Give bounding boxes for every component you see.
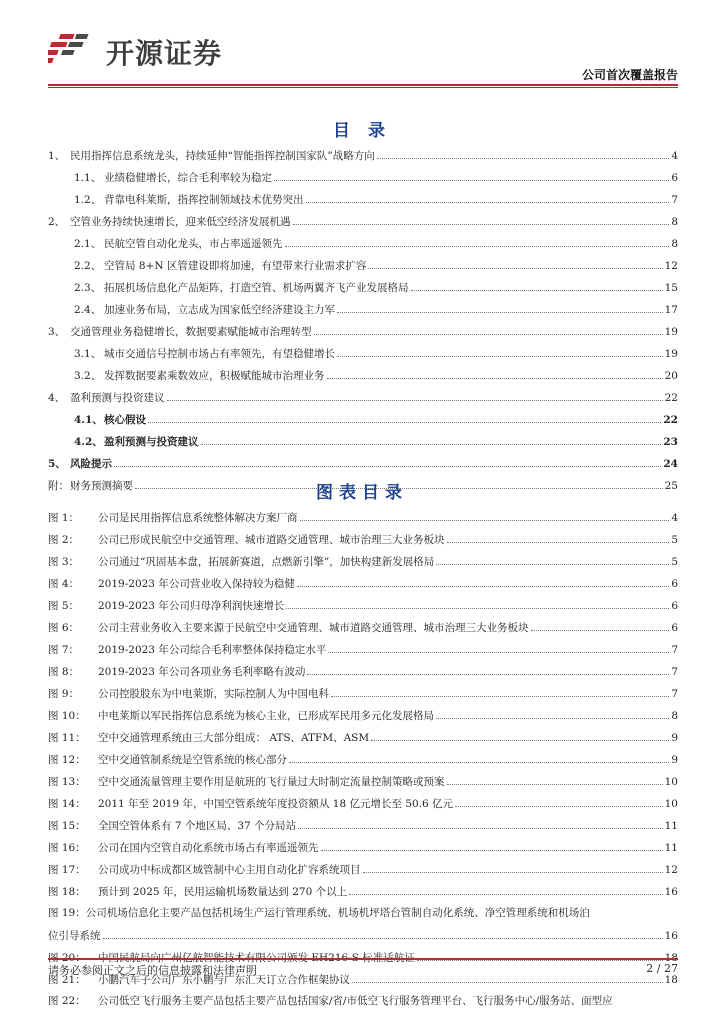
figure-entry-number: 图 1： [48, 512, 80, 524]
dot-leader [371, 726, 669, 741]
figure-entry-title: 公司在国内空管自动化系统市场占有率遥遥领先 [98, 842, 319, 854]
figure-entry-page: 18 [664, 974, 678, 986]
figure-entry-number: 图 8： [48, 666, 80, 678]
figure-entry-title: 2019-2023 年公司各项业务毛利率略有波动 [98, 666, 306, 678]
figure-entry-title: 预计到 2025 年，民用运输机场数量达到 270 个以上 [98, 886, 348, 898]
dot-leader [321, 836, 663, 851]
figure-entry-title: 中电莱斯以军民指挥信息系统为核心主业，已形成军民用多元化发展格局 [98, 710, 434, 722]
figure-entry-page: 16 [664, 886, 678, 898]
figure-entry-title: 公司主营业务收入主要来源于民航空中交通管理、城市道路交通管理、城市治理三大业务板块 [98, 622, 529, 634]
toc-entry-title: 城市交通信号控制市场占有率领先，有望稳健增长 [104, 348, 335, 360]
toc-entry-number: 5、 [48, 458, 66, 470]
dot-leader [447, 528, 670, 543]
toc-entry[interactable] [48, 276, 678, 298]
toc-entry-title: 核心假设 [104, 414, 146, 426]
toc-entry-number: 附： [48, 480, 69, 492]
toc-entry-number: 2.1、 [74, 238, 102, 250]
toc-entry-number: 4.1、 [74, 414, 103, 426]
figure-entry-title: 2019-2023 年公司综合毛利率整体保持稳定水平 [98, 644, 327, 656]
dot-leader [289, 748, 669, 763]
dot-leader [307, 660, 669, 675]
figure-entry-title: 公司控股股东为中电莱斯，实际控制人为中国电科 [98, 688, 329, 700]
toc-entry[interactable] [48, 188, 678, 210]
dot-leader [363, 858, 663, 873]
figure-entry-number: 图 19： [48, 907, 86, 919]
figure-entry-page: 10 [664, 776, 678, 788]
dot-leader [293, 210, 670, 225]
figure-entry-number: 图 20： [48, 952, 86, 964]
toc-entry-page: 20 [664, 370, 678, 382]
header-rule [48, 84, 678, 86]
toc-entry[interactable] [48, 364, 678, 386]
toc-entry-title: 空管局 8+N 区管建设即将加速，有望带来行业需求扩容 [104, 260, 367, 272]
figure-entry-title: 空中交通流量管理主要作用是航班的飞行量过大时制定流量控制策略或预案 [98, 776, 445, 788]
toc-entry-number: 2、 [48, 216, 66, 228]
figure-entry-number: 图 7： [48, 644, 80, 656]
figure-entry-number: 图 4： [48, 578, 80, 590]
toc-entry[interactable] [48, 320, 678, 342]
dot-leader [201, 430, 662, 445]
toc-entry-page: 15 [664, 282, 678, 294]
toc-entry-title: 交通管理业务稳健增长，数据要素赋能城市治理转型 [70, 326, 312, 338]
dot-leader [447, 770, 663, 785]
figure-entry-number: 图 22： [48, 995, 86, 1007]
figure-entry-title: 2019-2023 年公司归母净利润快速增长 [98, 600, 285, 612]
figure-entry-page: 7 [671, 644, 678, 656]
toc-entry-page: 6 [671, 172, 678, 184]
toc-entry-page: 8 [671, 216, 678, 228]
toc-entry-title: 盈利预测与投资建议 [70, 392, 165, 404]
figure-entry-number: 图 21： [48, 974, 86, 986]
toc-entry-number: 1、 [48, 150, 66, 162]
toc-entry-number: 3.1、 [74, 348, 102, 360]
figure-entry-page: 11 [664, 820, 678, 832]
toc-entry-number: 1.1、 [74, 172, 102, 184]
toc-entry-page: 23 [663, 436, 678, 448]
table-of-contents [48, 144, 678, 496]
footer-rule [48, 958, 678, 960]
figure-entry-title: 空中交通管制系统是空管系统的核心部分 [98, 754, 287, 766]
figure-entry-page: 6 [671, 622, 678, 634]
figure-entry[interactable] [48, 770, 678, 792]
toc-entry-number: 2.3、 [74, 282, 102, 294]
toc-entry[interactable] [48, 254, 678, 276]
toc-entry-title: 盈利预测与投资建议 [104, 436, 199, 448]
toc-entry-page: 22 [664, 392, 678, 404]
figure-entry[interactable] [48, 704, 678, 726]
figure-entry-title: 公司已形成民航空中交通管理、城市道路交通管理、城市治理三大业务板块 [98, 534, 445, 546]
toc-entry-title: 背靠电科莱斯，指挥控制领域技术优势突出 [104, 194, 304, 206]
dot-leader [298, 814, 663, 829]
dot-leader [337, 298, 663, 313]
figure-entry-number: 图 3： [48, 556, 80, 568]
toc-entry[interactable] [48, 232, 678, 254]
figure-entry-page: 6 [671, 578, 678, 590]
toc-entry[interactable] [48, 210, 678, 232]
figure-entry-number: 图 10： [48, 710, 86, 722]
brand-logo-text: 开源证券 [106, 37, 223, 70]
dot-leader [103, 924, 663, 939]
figure-entry-number: 图 11： [48, 732, 86, 744]
figure-entry-number: 图 15： [48, 820, 86, 832]
dot-leader [148, 408, 661, 423]
figure-entry[interactable] [48, 616, 678, 638]
dot-leader [331, 682, 669, 697]
figure-entry[interactable] [48, 550, 678, 572]
figure-entry[interactable] [48, 726, 678, 748]
toc-entry-page: 24 [663, 458, 678, 470]
figure-entry-page: 7 [671, 666, 678, 678]
toc-entry-title: 拓展机场信息化产品矩阵，打造空管、机场两翼齐飞产业发展格局 [104, 282, 409, 294]
toc-entry-number: 3、 [48, 326, 66, 338]
figure-entry-number: 图 16： [48, 842, 86, 854]
figure-entry-number: 图 12： [48, 754, 86, 766]
figure-entry-number: 图 14： [48, 798, 86, 810]
dot-leader [327, 364, 663, 379]
toc-entry-page: 22 [663, 414, 678, 426]
figure-entry-number: 图 13： [48, 776, 86, 788]
kaiyuan-logo-icon [48, 30, 96, 70]
toc-entry-page: 19 [664, 348, 678, 360]
figure-entry[interactable] [48, 836, 678, 858]
figure-entry-number: 图 5： [48, 600, 80, 612]
figure-entry-title: 公司通过“巩固基本盘，拓展新赛道，点燃新引擎”，加快构建新发展格局 [98, 556, 435, 568]
figure-entry-title: 公司成功中标成都区域管制中心主用自动化扩容系统项目 [98, 864, 361, 876]
dot-leader [352, 968, 663, 983]
dot-leader [337, 342, 663, 357]
figure-entry-number: 图 2： [48, 534, 80, 546]
figure-entry-title: 小鹏汽车子公司广东小鹏与广东汇天订立合作框架协议 [98, 974, 350, 986]
toc-entry-page: 25 [664, 480, 678, 492]
figure-entry-page: 5 [671, 556, 678, 568]
toc-entry[interactable] [48, 144, 678, 166]
figure-entry-title: 2019-2023 年公司营业收入保持较为稳健 [98, 578, 295, 590]
toc-entry-number: 3.2、 [74, 370, 102, 382]
dot-leader [300, 506, 670, 521]
figure-entry-page: 8 [671, 710, 678, 722]
figure-entry-page: 7 [671, 688, 678, 700]
dot-leader [285, 232, 670, 247]
figure-entry-number: 图 9： [48, 688, 80, 700]
figure-entry-title: 公司机场信息化主要产品包括机场生产运行管理系统、机场机坪塔台管制自动化系统、净空管理系统和机场泊 [85, 907, 590, 919]
figure-entry-title: 公司低空飞行服务主要产品包括主要产品包括国家/省/市低空飞行服务管理平台、飞行服务中心/服务站、面型应 [98, 995, 613, 1007]
figure-entry[interactable] [48, 748, 678, 770]
toc-entry[interactable] [48, 408, 678, 430]
toc-entry-number: 2.4、 [74, 304, 102, 316]
toc-entry-page: 19 [664, 326, 678, 338]
figure-entry-page: 18 [664, 952, 678, 964]
figure-entry[interactable] [48, 814, 678, 836]
toc-entry-title: 空管业务持续快速增长，迎来低空经济发展机遇 [70, 216, 291, 228]
list-of-figures [48, 506, 678, 1012]
figure-entry-page: 12 [664, 864, 678, 876]
figure-entry-page: 6 [671, 600, 678, 612]
figure-entry-page: 16 [664, 930, 678, 942]
report-type: 公司首次覆盖报告 [581, 68, 678, 82]
toc-entry-title: 风险提示 [70, 458, 112, 470]
figure-entry-page: 11 [664, 842, 678, 854]
dot-leader [411, 276, 663, 291]
toc-entry-number: 4、 [48, 392, 66, 404]
dot-leader [349, 880, 663, 895]
figure-entry-page: 4 [671, 512, 678, 524]
toc-entry-page: 12 [664, 260, 678, 272]
figure-entry-number: 图 17： [48, 864, 86, 876]
dot-leader [436, 704, 669, 719]
dot-leader [328, 638, 669, 653]
figure-entry-page: 10 [664, 798, 678, 810]
toc-entry-number: 4.2、 [74, 436, 103, 448]
toc-entry-page: 8 [671, 238, 678, 250]
figure-entry-continuation[interactable] [48, 924, 678, 946]
toc-entry[interactable] [48, 342, 678, 364]
dot-leader [314, 320, 663, 335]
toc-entry-page: 17 [664, 304, 678, 316]
figure-entry-number: 图 6： [48, 622, 80, 634]
toc-entry-number: 1.2、 [74, 194, 102, 206]
dot-leader [274, 166, 669, 181]
toc-entry[interactable] [48, 430, 678, 452]
figure-entry[interactable] [48, 638, 678, 660]
dot-leader [286, 594, 669, 609]
page-header [48, 22, 678, 82]
figure-entry[interactable] [48, 572, 678, 594]
toc-entry-title: 发挥数据要素乘数效应，积极赋能城市治理业务 [104, 370, 325, 382]
figure-entry[interactable] [48, 594, 678, 616]
figure-entry-page: 9 [671, 732, 678, 744]
dot-leader [368, 254, 662, 269]
figure-entry-title: 空中交通管理系统由三大部分组成： ATS、ATFM、ASM [98, 732, 370, 744]
dot-leader [297, 572, 669, 587]
toc-entry[interactable] [48, 298, 678, 320]
toc-entry-number: 2.2、 [74, 260, 102, 272]
figure-entry-title-cont: 位引导系统 [48, 930, 101, 942]
figure-entry-title: 全国空管体系有 7 个地区局、37 个分局站 [98, 820, 297, 832]
figure-entry[interactable] [48, 858, 678, 880]
figure-entry[interactable] [48, 660, 678, 682]
figure-entry-page: 9 [671, 754, 678, 766]
figure-entry-title: 2011 年至 2019 年，中国空管系统年度投资额从 18 亿元增长至 50.6 亿元 [98, 798, 454, 810]
dot-leader [377, 144, 670, 159]
toc-entry-title: 业绩稳健增长，综合毛利率较为稳定 [104, 172, 272, 184]
figure-entry-title: 公司是民用指挥信息系统整体解决方案厂商 [98, 512, 298, 524]
dot-leader [167, 386, 663, 401]
footer-disclaimer: 请务必参阅正文之后的信息披露和法律声明 [48, 964, 257, 977]
toc-entry-title: 加速业务布局，立志成为国家低空经济建设主力军 [104, 304, 335, 316]
figure-entry[interactable] [48, 506, 678, 528]
dot-leader [436, 550, 669, 565]
toc-title: 目 录 [333, 121, 391, 141]
dot-leader [455, 792, 663, 807]
toc-entry[interactable] [48, 166, 678, 188]
figure-entry-number: 图 18： [48, 886, 86, 898]
figure-entry[interactable] [48, 880, 678, 902]
toc-entry[interactable] [48, 386, 678, 408]
figure-entry[interactable] [48, 528, 678, 550]
figure-entry[interactable] [48, 990, 678, 1012]
toc-entry-title: 财务预测摘要 [70, 480, 133, 492]
figures-title: 图表目录 [316, 483, 408, 503]
toc-entry-title: 民航空管自动化龙头，市占率遥遥领先 [104, 238, 283, 250]
dot-leader [114, 452, 661, 467]
dot-leader [306, 188, 670, 203]
dot-leader [531, 616, 670, 631]
figure-entry[interactable] [48, 902, 678, 924]
figure-entry[interactable] [48, 682, 678, 704]
toc-entry-title: 民用指挥信息系统龙头，持续延伸“智能指挥控制国家队”战略方向 [70, 150, 375, 162]
figure-entry[interactable] [48, 792, 678, 814]
header-rule-thin [48, 87, 678, 88]
page-number: 2 / 27 [646, 962, 678, 975]
toc-entry-page: 4 [671, 150, 678, 162]
toc-entry[interactable] [48, 452, 678, 474]
figure-entry-page: 5 [671, 534, 678, 546]
figure-entry-title: 中国民航局向广州亿航智能技术有限公司颁发 EH216-S 标准适航证 [98, 952, 415, 964]
toc-entry-page: 7 [671, 194, 678, 206]
